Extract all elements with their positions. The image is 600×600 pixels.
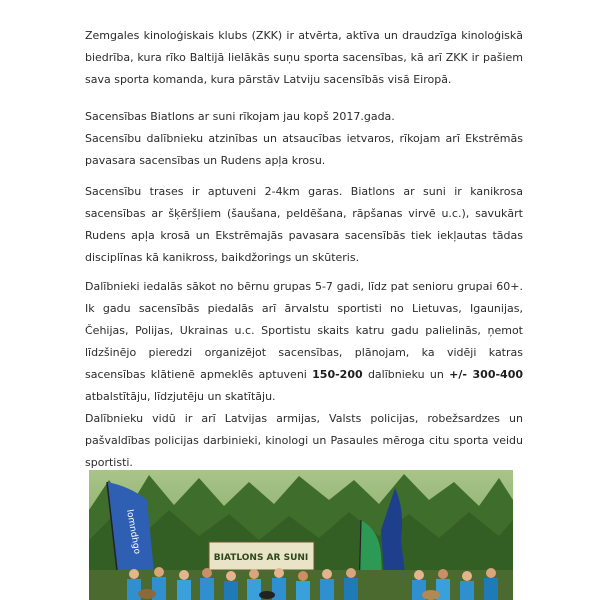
text-line: sava sporta komanda, kura pārstāv Latviju sacensībās visā Eiropā. xyxy=(85,73,452,86)
crowd xyxy=(89,567,513,600)
supporters-count: +/- 300-400 xyxy=(449,368,523,381)
text-line: atbalstītāju, līdzjutēju un skatītāju. xyxy=(85,390,276,403)
banner-left-text: lomndhgo xyxy=(124,508,142,555)
text-line: Ik gadu sacensībās piedalās arī ārvalstu sportisti no Lietuvas, Igaunijas, xyxy=(85,302,523,315)
text-line: līdzšinējo pieredzi organizējot sacensības, plānojam, ka vidēji katras xyxy=(85,346,523,359)
tracks-paragraph xyxy=(85,181,523,269)
event-photo-illustration xyxy=(89,470,513,600)
text-line: Zemgales kinoloģiskais klubs (ZKK) ir atvērta, aktīva un draudzīga kinoloģiskā xyxy=(85,29,523,42)
text-line: biedrība, kura rīko Baltijā lielākās suņu sporta sacensības, kā arī ZKK ir pašiem xyxy=(85,51,523,64)
text-line: Sacensību dalībnieku atzinības un atsaucības ietvaros, rīkojam arī Ekstrēmās xyxy=(85,132,523,145)
text-line: sportisti. xyxy=(85,456,133,469)
text-line: Rudens apļa krosā un Ekstrēmajās pavasara sacensībās tiek iekļautas tādas xyxy=(85,229,523,242)
participants-paragraph xyxy=(85,276,523,474)
text-line: Dalībnieki iedalās sākot no bērnu grupas 5-7 gadi, līdz pat senioru grupai 60+. xyxy=(85,280,523,293)
event-sign xyxy=(209,542,314,570)
text-line xyxy=(85,364,523,386)
text-line: Čehijas, Polijas, Ukrainas u.c. Sportistu skaits katru gadu palielinās, ņemot xyxy=(85,324,523,337)
intro-paragraph xyxy=(85,25,523,91)
text-line: disciplīnas kā kanikross, baikdžorings un skūteris. xyxy=(85,251,360,264)
text-line: Dalībnieku vidū ir arī Latvijas armijas, Valsts policijas, robežsardzes un xyxy=(85,412,523,425)
text-line: pašvaldības policijas darbinieki, kinologi un Pasaules mēroga citu sporta veidu xyxy=(85,434,523,447)
text-line: sacensības ar šķēršļiem (šaušana, peldēšana, rāpšanas virvē u.c.), savukārt xyxy=(85,207,523,220)
participants-count: 150-200 xyxy=(312,368,363,381)
text-segment: dalībnieku un xyxy=(367,368,444,381)
text-line: Sacensību trases ir aptuveni 2-4km garas. Biatlons ar suni ir kanikrosa xyxy=(85,185,523,198)
text-line: Sacensības Biatlons ar suni rīkojam jau kopš 2017.gada. xyxy=(85,110,395,123)
event-sign-text: BIATLONS AR SUNI xyxy=(213,553,309,563)
text-segment: sacensības klātienē apmeklēs aptuveni xyxy=(85,368,307,381)
event-photo xyxy=(89,470,513,600)
text-line: pavasara sacensības un Rudens apļa krosu. xyxy=(85,154,326,167)
history-paragraph xyxy=(85,106,523,172)
